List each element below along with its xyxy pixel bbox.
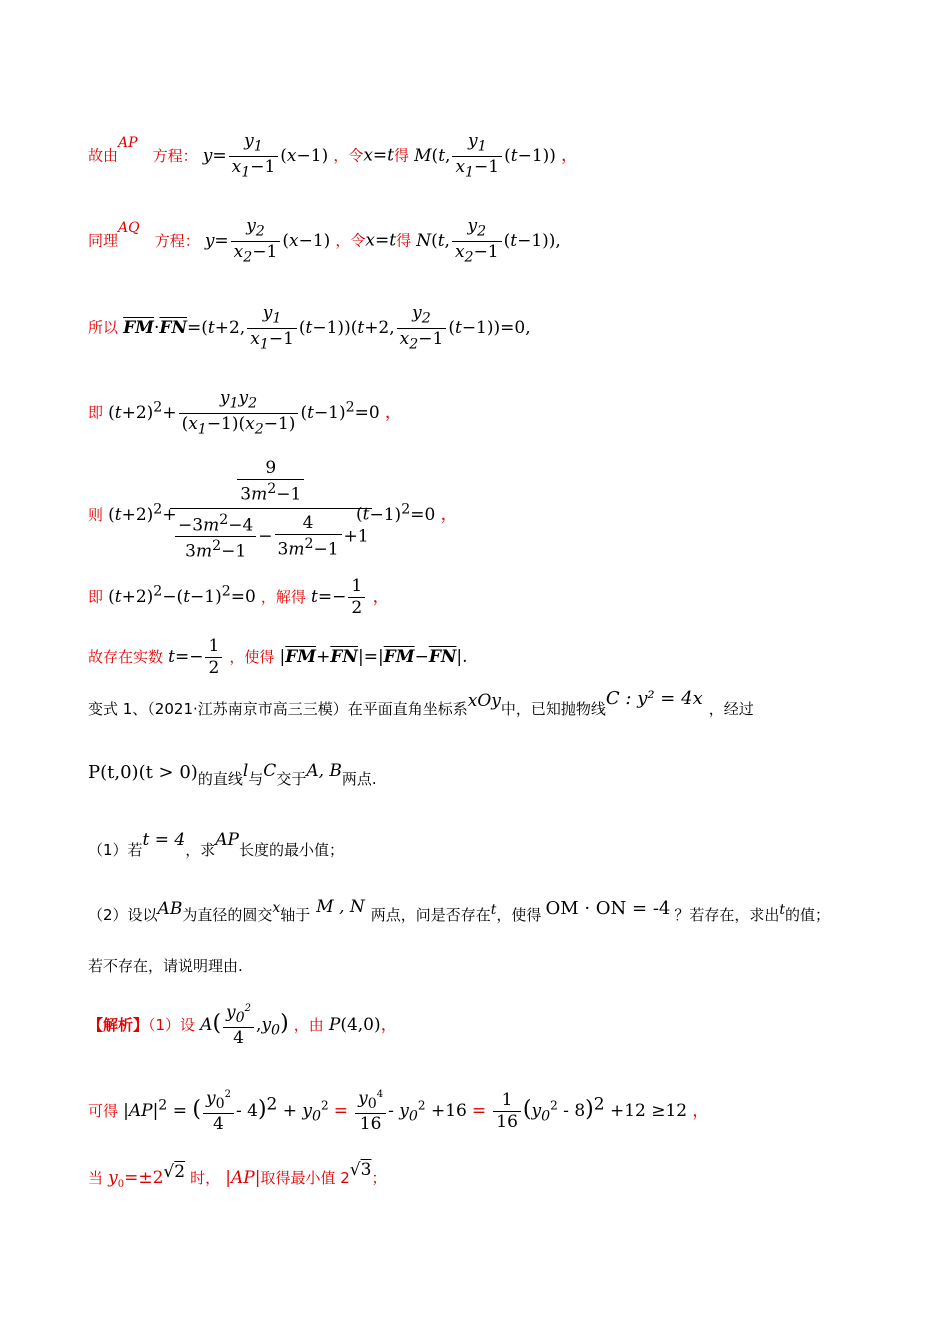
derivation-line-ap: 故由AP 方程： y= $\frac{y_1}{x_1-1}$ (x−1) ，令x=t得 M(t, $\frac{y_1}{x_1-1}$ (t−1)) ， bbox=[88, 131, 579, 180]
formula-line-aq: y= $\frac{y_2}{x_2-1}$ (x−1) bbox=[204, 216, 331, 265]
formula-t-equals-4: t = 4 bbox=[142, 830, 186, 850]
text-equation-label: 方程： bbox=[152, 146, 198, 165]
derivation-expanded: 即 $(t+2)^2+$ $\frac{y_1y_2}{(x_1-1)(x_2-1)}$ $(t-1)^2=0$ ， bbox=[88, 388, 402, 437]
text-axis-at: 轴于 bbox=[280, 906, 311, 924]
derivation-solve: 即 $(t+2)^2-(t-1)^2=0$ ，解得 t=− $\frac{1}{2}$ ， bbox=[88, 576, 390, 618]
formula-point-m: M(t, $\frac{y_1}{x_1-1}$ (t−1)) bbox=[414, 131, 556, 180]
text-prefix: 即 bbox=[88, 403, 104, 422]
symbol-c: C bbox=[263, 761, 277, 781]
formula-y0-value: $y_0=\pm 2√2$ bbox=[108, 1162, 186, 1191]
text-prefix: 则 bbox=[88, 505, 104, 524]
formula-substitution: $(t+2)^2+$ bbox=[108, 501, 177, 525]
formula-expanded: $(t+2)^2+$ $\frac{y_1y_2}{(x_1-1)(x_2-1)}$ $(t-1)^2=0$ bbox=[108, 388, 380, 437]
text-if-exists: ？若存在，求出 bbox=[674, 906, 780, 924]
text-time: 时， bbox=[190, 1169, 221, 1187]
variant-statement-line2 bbox=[88, 761, 377, 788]
text-find: ，求 bbox=[185, 841, 216, 859]
question-1 bbox=[88, 830, 344, 859]
derivation-substitution bbox=[88, 458, 458, 562]
label-ap: AP bbox=[118, 134, 138, 151]
text-get: 得 bbox=[396, 231, 412, 250]
text-let: ，令 bbox=[333, 146, 364, 165]
text-q1-if: （1）若 bbox=[88, 841, 143, 859]
formula-t-value: t=− $\frac{1}{2}$ bbox=[311, 587, 367, 606]
symbol-xoy: xOy bbox=[467, 691, 501, 711]
text-obtain: 可得 bbox=[88, 1102, 119, 1121]
text-min-length: 长度的最小值； bbox=[238, 841, 344, 859]
symbol-t: t bbox=[490, 902, 497, 918]
text-with: 与 bbox=[248, 770, 264, 788]
text-two-points: 两点. bbox=[341, 770, 377, 788]
symbol-x: x bbox=[272, 900, 281, 916]
text-circle: 为直径的圆交 bbox=[182, 906, 273, 924]
text-variant-intro: 变式 1、（2021·江苏南京市高三三模）在平面直角坐标系 bbox=[88, 700, 468, 718]
symbol-ab: A, B bbox=[306, 761, 342, 781]
text-let: （1）设 bbox=[148, 1016, 196, 1035]
question-2-cont bbox=[88, 958, 243, 974]
solution-tag: 【解析】 bbox=[88, 1016, 149, 1035]
formula-line-ap: y= $\frac{y_1}{x_1-1}$ (x−1) bbox=[202, 131, 329, 180]
derivation-dot-product bbox=[88, 305, 531, 351]
text-get: 得 bbox=[394, 146, 410, 165]
text-exists: 两点，问是否存在 bbox=[370, 906, 491, 924]
formula-point-p4: P(4,0) bbox=[328, 1015, 381, 1036]
text-from: ，由 bbox=[293, 1016, 324, 1035]
formula-parabola: C : y² = 4x bbox=[605, 688, 703, 709]
formula-ap-squared: $|AP|^2$ = ( $\frac{y_0^2}{4}$ - $4)^2 + y_0^2$ bbox=[123, 1088, 329, 1135]
symbol-ab: AB bbox=[157, 899, 183, 919]
symbol-ap: AP bbox=[215, 830, 239, 850]
text-passing: ，经过 bbox=[708, 700, 754, 718]
text-solve: ，解得 bbox=[260, 588, 306, 606]
symbol-t: t bbox=[779, 902, 786, 918]
text-prefix: 同理 bbox=[88, 231, 119, 250]
solution-line1: 【解析】（1）设 A( $\frac{y_0^2}{4}$ $,y_0$) ，由 P(4,0)， bbox=[88, 1002, 398, 1049]
formula-dot-product: $\overline{FM}\cdot\overline{FN}=(t+2$, $\frac{y_1}{x_1-1}$ (t−1))(t+2, $\frac{y_2}{x_2-1}$ (t−1))=0, bbox=[123, 303, 531, 352]
text-parabola-intro: 中，已知抛物线 bbox=[500, 700, 606, 718]
derivation-conclusion bbox=[88, 638, 468, 677]
text-intersect: 交于 bbox=[276, 770, 307, 788]
formula-om-on: OM · ON = -4 bbox=[545, 898, 671, 919]
variant-statement-line1 bbox=[88, 688, 754, 718]
text-equation-label: 方程： bbox=[154, 231, 200, 250]
text-prefix: 故存在实数 bbox=[88, 648, 164, 666]
formula-substitution-tail: $(t-1)^2=0$ ， bbox=[356, 501, 458, 525]
text-min-value: 取得最小值 2 bbox=[260, 1169, 350, 1187]
symbol-ap-abs: |AP| bbox=[225, 1168, 261, 1188]
symbol-mn: M , N bbox=[316, 897, 365, 917]
formula-ap-completed: $\frac{1}{16}$ $(y_0^2 - 8)^2 +12 \ge 12$ bbox=[491, 1101, 692, 1120]
formula-t-value: t=− $\frac{1}{2}$ bbox=[168, 647, 224, 666]
text-prefix: 即 bbox=[88, 588, 104, 606]
text-let: ，令 bbox=[335, 231, 366, 250]
text-value: 的值； bbox=[785, 906, 831, 924]
text-when: 当 bbox=[88, 1169, 104, 1187]
formula-vector-equality: $|\overline{FM}+\overline{FN}|=|\overline{FM}-\overline{FN}|$. bbox=[279, 647, 468, 667]
derivation-line-aq: 同理AQ 方程： y= $\frac{y_2}{x_2-1}$ (x−1) ，令x=t得 N(t, $\frac{y_2}{x_2-1}$ (t−1)), bbox=[88, 216, 561, 265]
formula-point-n: N(t, $\frac{y_2}{x_2-1}$ (t−1)), bbox=[416, 216, 561, 265]
formula-point-p: P(t,0)(t > 0) bbox=[88, 762, 198, 783]
label-aq: AQ bbox=[118, 219, 140, 236]
text-prefix: 故由 bbox=[88, 146, 119, 165]
text-line: 的直线 bbox=[197, 770, 243, 788]
formula-big-fraction: $\frac{9}{3m^2-1}$ $\frac{-3m^2-4}{3m^2-1}$ − $\frac{4}{3m^2-1}$ +1 bbox=[170, 460, 372, 561]
question-2 bbox=[88, 897, 831, 924]
formula-sqrt3: √3 bbox=[349, 1160, 372, 1180]
symbol-l: l bbox=[242, 761, 249, 781]
text-not-exist: 若不存在，请说明理由. bbox=[88, 957, 243, 975]
text-such-that: ，使得 bbox=[496, 906, 542, 924]
text-semicolon: ； bbox=[371, 1169, 387, 1187]
text-such-that: ，使得 bbox=[229, 648, 275, 666]
formula-ap-expanded: $\frac{y_0^4}{16}$ - $y_0^2 +16$ bbox=[353, 1101, 472, 1120]
formula-solve: $(t+2)^2-(t-1)^2=0$ bbox=[108, 583, 256, 607]
solution-line2: 可得 $|AP|^2$ = ( $\frac{y_0^2}{4}$ - $4)^2 + y_0^2$ = $\frac{y_0^4}{16}$ - $y_0^2 +16$ = $\frac{1}{16}$ $(y_0^2 - 8)^2 +12 \ge 12$ ， bbox=[88, 1088, 710, 1135]
formula-point-a: A( $\frac{y_0^2}{4}$ $,y_0$) bbox=[200, 1002, 289, 1049]
text-q2-let: （2）设以 bbox=[88, 906, 158, 924]
text-prefix: 所以 bbox=[88, 318, 119, 337]
solution-line3 bbox=[88, 1160, 387, 1191]
